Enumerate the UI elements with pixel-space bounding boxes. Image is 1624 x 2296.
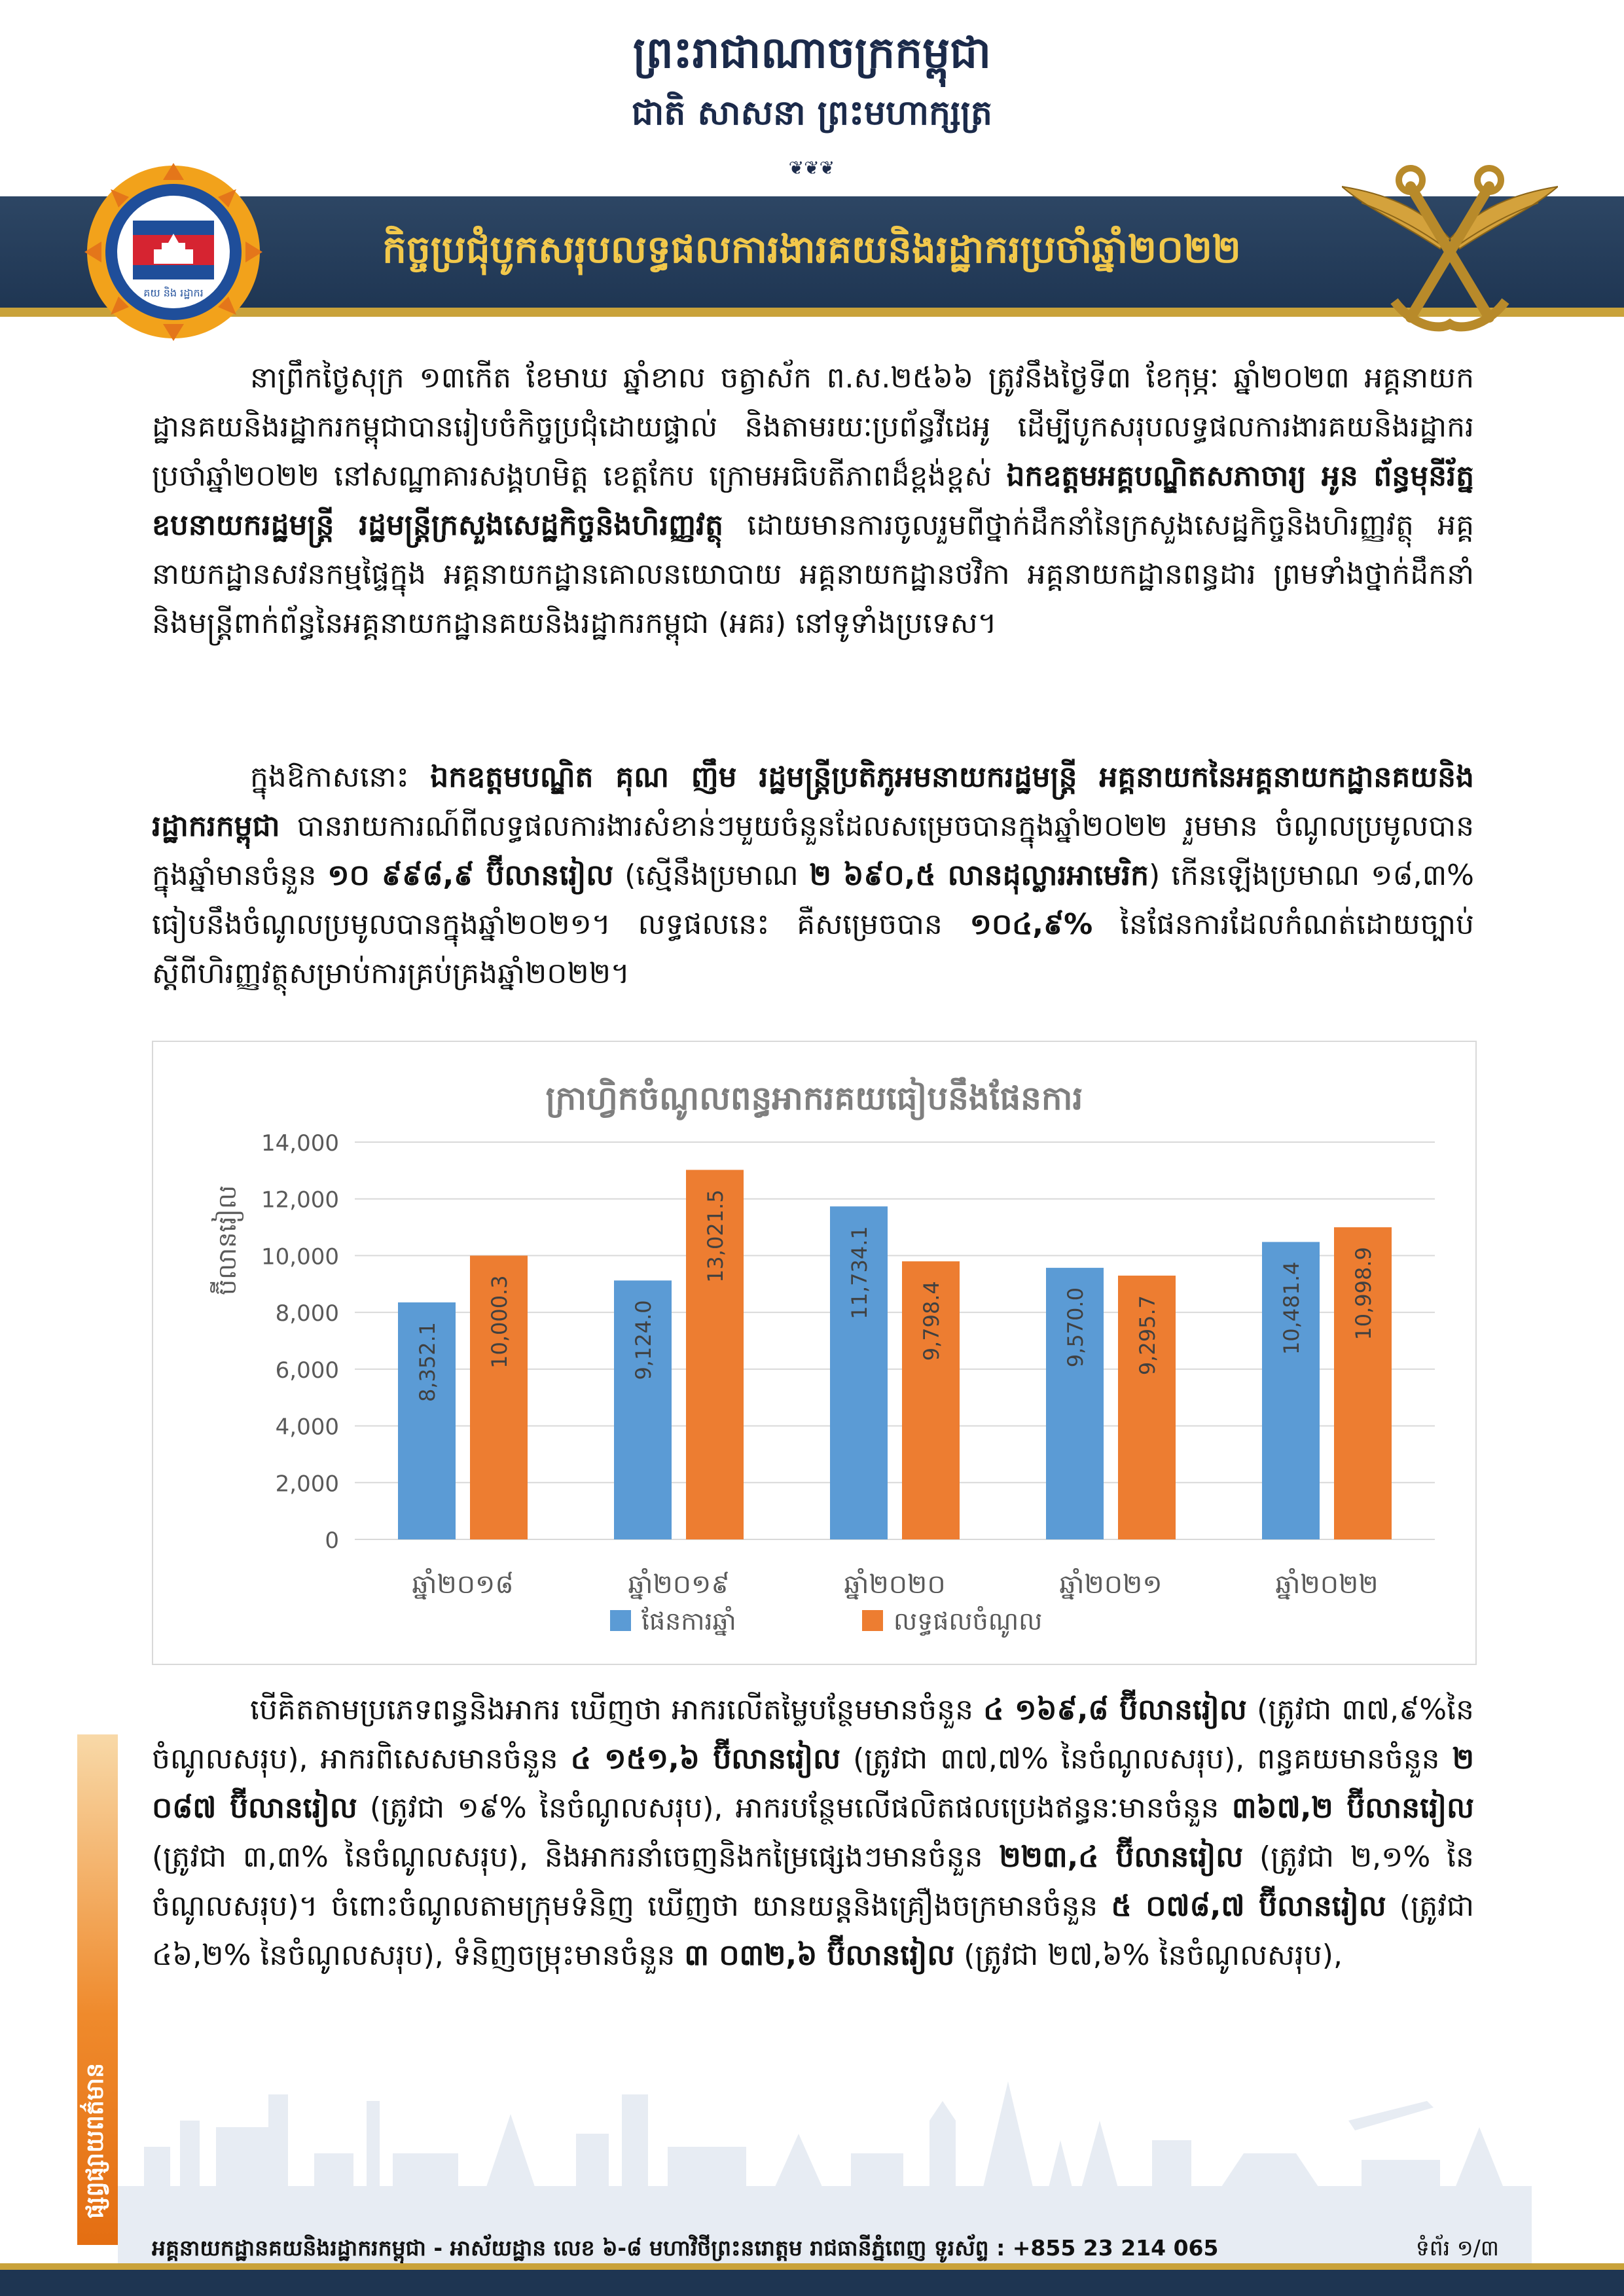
emblem-text: គយ និង រដ្ឋាករ [143, 287, 204, 299]
ornament: ❦❦❦ [788, 157, 835, 179]
p3-bold-6: ៥ ០៧៨,៧ ប៊ីលានរៀល [1111, 1890, 1386, 1923]
x-tick-label: ឆ្នាំ២០២០ [844, 1570, 946, 1600]
p3-bold-7: ៣ ០៣២,៦ ប៊ីលានរៀល [684, 1939, 955, 1972]
p3-text-5: (ត្រូវជា ៣,៣% នៃចំណូលសរុប), និងអាករនាំចេញនិងកម្រៃផ្សេងៗមានចំនួន [152, 1840, 1000, 1874]
side-label: ផ្សព្វផ្សាយពត៌មាន [82, 2062, 109, 2219]
bar-data-label: 11,734.1 [847, 1226, 872, 1319]
p2-bold-3: ២ ៦៩០,៥ លានដុល្លារអាមេរិក [809, 859, 1149, 892]
customs-emblem-icon [82, 160, 265, 344]
bar-data-label: 10,481.4 [1279, 1261, 1304, 1355]
legend-swatch [610, 1610, 631, 1631]
bar-data-label: 9,798.4 [919, 1281, 944, 1361]
y-tick-label: 12,000 [261, 1187, 339, 1213]
y-tick-label: 6,000 [275, 1357, 339, 1384]
bar-data-label: 10,998.9 [1351, 1247, 1376, 1340]
footer-bar [0, 2270, 1624, 2296]
p2-text-1: ក្នុងឱកាសនោះ [250, 761, 431, 794]
p3-text-1: បើគិតតាមប្រភេទពន្ធនិងអាករ ឃើញថា អាករលើតម្លៃបន្ថែមមានចំនួន [250, 1693, 984, 1727]
bar-data-label: 13,021.5 [703, 1189, 728, 1283]
bar-data-label: 9,295.7 [1135, 1295, 1160, 1376]
bar-data-label: 8,352.1 [415, 1321, 440, 1403]
y-tick-label: 8,000 [275, 1300, 339, 1327]
p2-text-5: នៃផែនការដែលកំណត់ដោយច្បាប់ស្តីពីហិរញ្ញវត្ថុសម្រាប់ការគ្រប់គ្រងឆ្នាំ២០២២។ [152, 908, 1474, 990]
legend-label: ផែនការឆ្នាំ [641, 1607, 736, 1636]
p3-text-2: (ត្រូវជា ៣៧,៩%នៃចំណូលសរុប), អាករពិសេសមានចំនួន [152, 1693, 1474, 1776]
p2-text-2: បានរាយការណ៍ពីលទ្ធផលការងារសំខាន់ៗមួយចំនួនដែលសម្រេចបានក្នុងឆ្នាំ២០២២ រួមមាន ចំណូលប្រមូលបានក្នុងឆ្នាំមានចំនួន [152, 810, 1474, 892]
y-tick-label: 2,000 [275, 1471, 339, 1498]
p1-text-1: នាព្រឹកថ្ងៃសុក្រ ១៣កើត ខែមាឃ ឆ្នាំខាល ចត្វាស័ក ព.ស.២៥៦៦ ត្រូវនឹងថ្ងៃទី៣ ខែកុម្ភៈ ឆ្នាំ២០២៣ អគ្គនាយកដ្ឋានគយនិងរដ្ឋាករកម្ពុជាបានរៀបចំកិច្ចប្រជុំដោយផ្ទាល់ និងតាមរយៈប្រព័ន្ធវីដេអូ ដើម្បីបូកសរុបលទ្ធផលការងារគយនិងរដ្ឋាករប្រចាំឆ្នាំ២០២២ នៅសណ្ឋាគារសង្គហមិត្ត ខេត្តកែប ក្រោមអធិបតីភាពដ៏ខ្ពង់ខ្ពស់ [152, 361, 1474, 493]
footer-stripe [0, 2263, 1624, 2270]
bar-data-label: 9,570.0 [1063, 1287, 1088, 1368]
p2-text-3: (ស្មើនឹងប្រមាណ [613, 859, 810, 892]
p3-text-4: (ត្រូវជា ១៩% នៃចំណូលសរុប), អាករបន្ថែមលើផលិតផលប្រេងឥន្ធនៈមានចំនួន [357, 1791, 1232, 1825]
banner-title: កិច្ចប្រជុំបូកសរុបលទ្ធផលការងារគយនិងរដ្ឋាករប្រចាំឆ្នាំ២០២២ [382, 227, 1241, 272]
legend-label: លទ្ធផលចំណូល [893, 1607, 1043, 1636]
p3-bold-4: ៣៦៧,២ ប៊ីលានរៀល [1231, 1791, 1475, 1825]
page-number: ទំព័រ ១/៣ [1415, 2235, 1499, 2261]
chart-title: ក្រាហ្វិកចំណូលពន្ធអាករគយធៀបនឹងផែនការ [545, 1079, 1083, 1117]
p3-text-8: (ត្រូវជា ២៧,៦% នៃចំណូលសរុប), [954, 1939, 1343, 1972]
city-skyline-illustration [118, 2022, 1532, 2271]
p3-text-7: (ត្រូវជា ៤៦,២% នៃចំណូលសរុប), ទំនិញចម្រុះមានចំនួន [152, 1890, 1474, 1972]
footer-address: អគ្គនាយកដ្ឋានគយនិងរដ្ឋាករកម្ពុជា - អាស័យដ្ឋាន លេខ ៦-៨ មហាវិថីព្រះនរោត្តម រាជធានីភ្នំពេញ ទូរស័ព្ទ : +855 23 214 065 [152, 2235, 1219, 2261]
y-tick-label: 14,000 [261, 1130, 339, 1157]
bar-data-label: 9,124.0 [631, 1300, 656, 1380]
p2-bold-4: ១០៤,៩% [969, 908, 1093, 941]
p2-text-4: ) កើនឡើងប្រមាណ ១៨,៣% ធៀបនឹងចំណូលប្រមូលបានក្នុងឆ្នាំ២០២១។ លទ្ធផលនេះ គឺសម្រេចបាន [152, 859, 1474, 941]
anchor-key-emblem-icon [1342, 141, 1558, 337]
x-tick-label: ឆ្នាំ២០១៩ [628, 1570, 730, 1600]
p3-bold-2: ៤ ១៥១,៦ ប៊ីលានរៀល [570, 1742, 840, 1776]
kingdom-title: ព្រះរាជាណាចក្រកម្ពុជា [633, 27, 991, 78]
bar-data-label: 10,000.3 [487, 1275, 512, 1369]
p2-bold-1: ឯកឧត្តមបណ្ឌិត គុណ ញឹម រដ្ឋមន្ត្រីប្រតិភូអមនាយករដ្ឋមន្ត្រី អគ្គនាយកនៃអគ្គនាយកដ្ឋានគយនិងរដ្ឋាករកម្ពុជា [152, 761, 1474, 843]
p1-text-2: ដោយមានការចូលរួមពីថ្នាក់ដឹកនាំនៃក្រសួងសេដ្ឋកិច្ចនិងហិរញ្ញវត្ថុ អគ្គនាយកដ្ឋានសវនកម្មផ្ទៃក្នុង អគ្គនាយកដ្ឋានគោលនយោបាយ អគ្គនាយកដ្ឋានថវិកា អគ្គនាយកដ្ឋានពន្ធដារ ព្រមទាំងថ្នាក់ដឹកនាំនិងមន្ត្រីពាក់ព័ន្ធនៃអគ្គនាយកដ្ឋានគយនិងរដ្ឋាករកម្ពុជា (អគរ) នៅទូទាំងប្រទេស។ [152, 509, 1474, 640]
p3-text-3: (ត្រូវជា ៣៧,៧% នៃចំណូលសរុប), ពន្ធគយមានចំនួន [840, 1742, 1453, 1776]
p2-bold-2: ១០ ៩៩៨,៩ ប៊ីលានរៀល [327, 859, 614, 892]
paragraph-intro [152, 353, 1474, 648]
x-tick-label: ឆ្នាំ២០២២ [1275, 1570, 1379, 1600]
p1-bold-1: ឯកឧត្តមអគ្គបណ្ឌិតសភាចារ្យ អូន ព័ន្ធមុនីរ័ត្ន ឧបនាយករដ្ឋមន្ត្រី រដ្ឋមន្ត្រីក្រសួងសេដ្ឋកិច្ចនិងហិរញ្ញវត្ថុ [152, 459, 1474, 542]
national-motto: ជាតិ សាសនា ព្រះមហាក្សត្រ [631, 93, 993, 133]
p3-bold-1: ៤ ១៦៩,៨ ប៊ីលានរៀល [983, 1693, 1247, 1727]
paragraph-breakdown [152, 1685, 1474, 1980]
p3-text-6: (ត្រូវជា ២,១% នៃចំណូលសរុប)។ ចំពោះចំណូលតាមក្រុមទំនិញ ឃើញថា យានយន្តនិងគ្រឿងចក្រមានចំនួន [152, 1840, 1474, 1923]
p3-bold-5: ២២៣,៤ ប៊ីលានរៀល [999, 1840, 1244, 1874]
legend-swatch [862, 1610, 883, 1631]
x-tick-label: ឆ្នាំ២០២១ [1059, 1570, 1163, 1600]
p3-bold-3: ២ ០៨៧ ប៊ីលានរៀល [152, 1742, 1474, 1825]
y-tick-label: 4,000 [275, 1414, 339, 1441]
y-tick-label: 0 [325, 1528, 339, 1554]
paragraph-results [152, 753, 1474, 998]
chart-y-axis-label: ប៊ីលានរៀល [213, 1185, 242, 1296]
y-tick-label: 10,000 [261, 1244, 339, 1270]
x-tick-label: ឆ្នាំ២០១៨ [412, 1570, 514, 1600]
revenue-bar-chart [152, 1041, 1477, 1665]
